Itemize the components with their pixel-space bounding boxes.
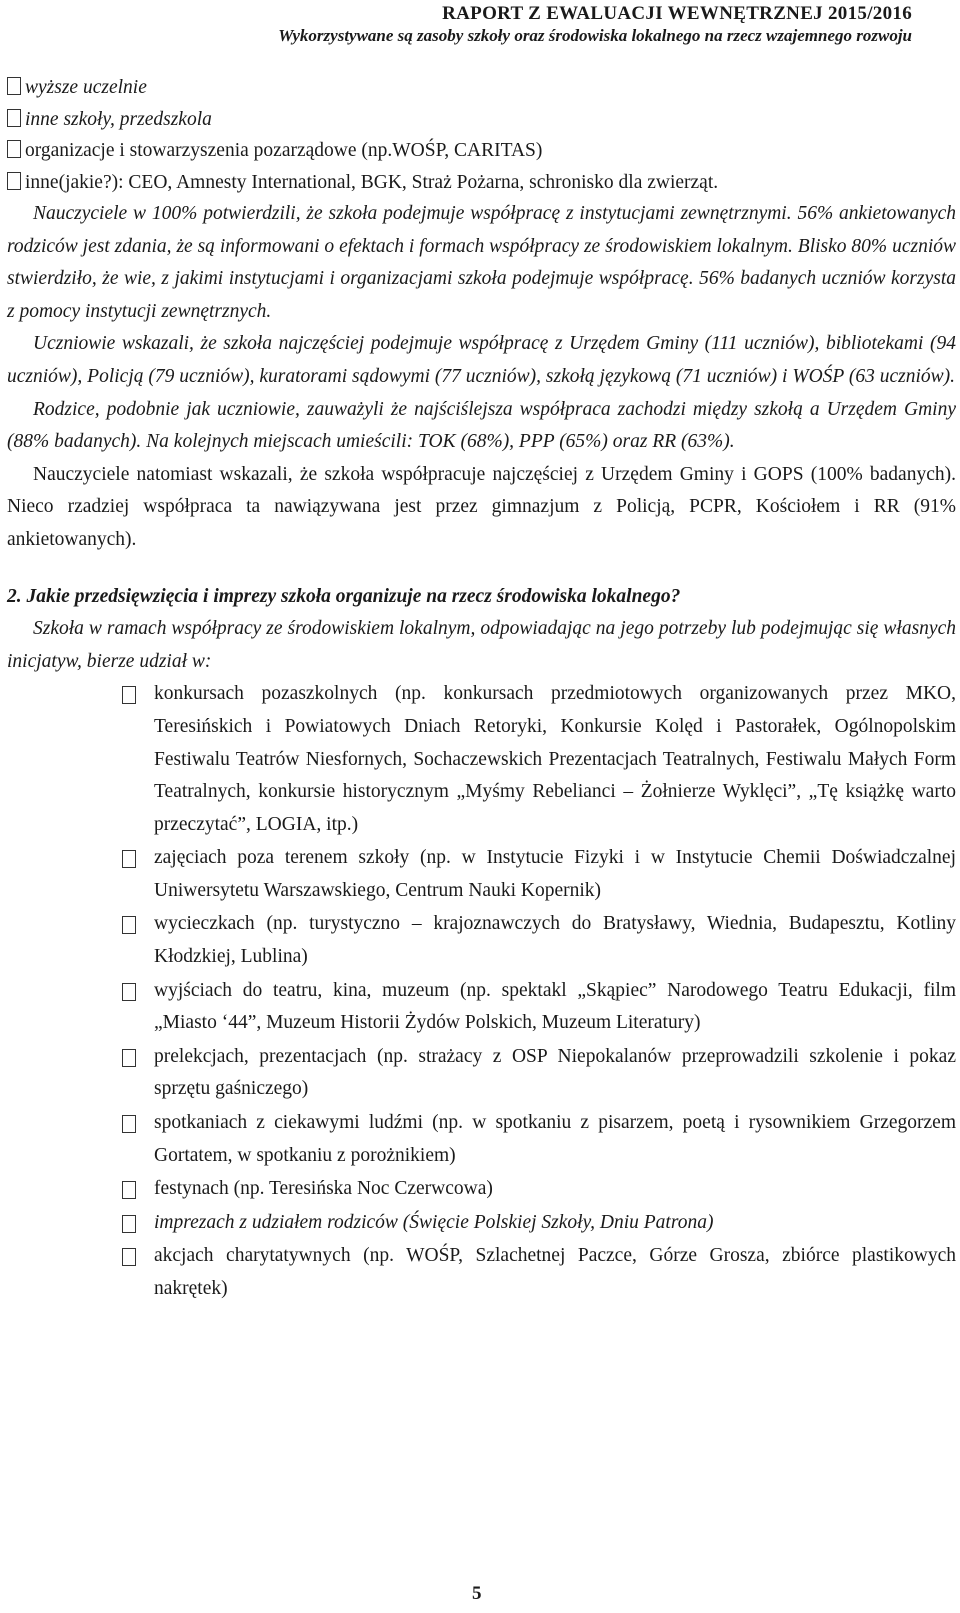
list-item: wycieczkach (np. turystyczno – krajoznawczych do Bratysławy, Wiednia, Budapesztu, Kotliny Kłodzkiej, Lublina) [7, 908, 956, 973]
list-item: spotkaniach z ciekawymi ludźmi (np. w spotkaniu z pisarzem, poetą i rysownikiem Grzegorzem Gortatem, w spotkaniu z porożnikiem) [7, 1107, 956, 1172]
checkbox-square-icon [122, 1248, 136, 1266]
checkbox-square-icon [122, 1215, 136, 1233]
paragraph: Nauczyciele natomiast wskazali, że szkoła współpracuje najczęściej z Urzędem Gminy i GOPS (100% badanych). Nieco rzadziej współpraca ta nawiązywana jest przez gimnazjum z Policją, PCPR, Kościołem i RR (91% ankietowanych). [7, 463, 956, 550]
section-question: 2. Jakie przedsięwzięcia i imprezy szkoła organizuje na rzecz środowiska lokalnego? [7, 585, 681, 607]
list-item: inne(jakie?): CEO, Amnesty International, BGK, Straż Pożarna, schronisko dla zwierząt. [7, 167, 956, 199]
checkbox-square-icon [122, 983, 136, 1001]
list-item: imprezach z udziałem rodziców (Święcie Polskiej Szkoły, Dniu Patrona) [7, 1207, 956, 1240]
list-item: organizacje i stowarzyszenia pozarządowe (np.WOŚP, CARITAS) [7, 135, 956, 167]
checkbox-square-icon [7, 140, 21, 158]
list-item: zajęciach poza terenem szkoły (np. w Instytucie Fizyki i w Instytucie Chemii Doświadczalnej Uniwersytetu Warszawskiego, Centrum Nauki Kopernik) [7, 842, 956, 907]
events-list [7, 678, 956, 1305]
checkbox-square-icon [122, 1049, 136, 1067]
paragraph: Uczniowie wskazali, że szkoła najczęściej podejmuje współpracę z Urzędem Gminy (111 uczniów), bibliotekami (94 uczniów), Policją (79 uczniów), kuratorami sądowymi (77 uczniów), szkołą językową (71 uczniów) i WOŚP (63 uczniów). [7, 333, 956, 387]
page-number: 5 [472, 1583, 482, 1604]
list-item: prelekcjach, prezentacjach (np. strażacy z OSP Niepokalanów przeprowadzili szkolenie i pokaz sprzętu gaśniczego) [7, 1041, 956, 1106]
paragraph: Nauczyciele w 100% potwierdzili, że szkoła podejmuje współpracę z instytucjami zewnętrznymi. 56% ankietowanych rodziców jest zdania, że są informowani o efektach i formach współpracy ze środowiskiem lokalnym. Blisko 80% uczniów stwierdziło, że wie, z jakimi instytucjami i organizacjami szkoła podejmuje współpracę. 56% badanych uczniów korzysta z pomocy instytucji zewnętrznych. [7, 203, 956, 322]
checkbox-square-icon [122, 850, 136, 868]
list-item: akcjach charytatywnych (np. WOŚP, Szlachetnej Paczce, Górze Grosza, zbiórce plastikowych nakrętek) [7, 1240, 956, 1305]
checkbox-square-icon [122, 916, 136, 934]
document-body [7, 72, 956, 1307]
checkbox-square-icon [122, 1115, 136, 1133]
list-item: wyższe uczelnie [7, 72, 956, 104]
institutions-list [7, 72, 956, 198]
list-item: festynach (np. Teresińska Noc Czerwcowa) [7, 1173, 956, 1206]
report-title: RAPORT Z EWALUACJI WEWNĘTRZNEJ 2015/2016 [442, 3, 912, 24]
checkbox-square-icon [7, 109, 21, 127]
section-intro: Szkoła w ramach współpracy ze środowiskiem lokalnym, odpowiadając na jego potrzeby lub podejmując się własnych inicjatyw, bierze udział w: [7, 618, 956, 672]
checkbox-square-icon [122, 1181, 136, 1199]
checkbox-square-icon [7, 77, 21, 95]
spacer [7, 557, 956, 581]
list-item: inne szkoły, przedszkola [7, 104, 956, 136]
checkbox-square-icon [122, 686, 136, 704]
list-item: konkursach pozaszkolnych (np. konkursach przedmiotowych organizowanych przez MKO, Teresińskich i Powiatowych Dniach Retoryki, Konkursie Kolęd i Pastorałek, Ogólnopolskim Festiwalu Teatrów Niesfornych, Sochaczewskich Prezentacjach Teatralnych, Festiwalu Małych Form Teatralnych, konkursie historycznym „Myśmy Rebelianci – Żołnierze Wyklęci”, „Tę książkę warto przeczytać”, LOGIA, itp.) [7, 678, 956, 841]
report-subtitle: Wykorzystywane są zasoby szkoły oraz środowiska lokalnego na rzecz wzajemnego rozwoju [278, 26, 912, 45]
paragraph: Rodzice, podobnie jak uczniowie, zauważyli że najściślejsza współpraca zachodzi między szkołą a Urzędem Gminy (88% badanych). Na kolejnych miejscach umieścili: TOK (68%), PPP (65%) oraz RR (63%). [7, 398, 956, 453]
checkbox-square-icon [7, 172, 21, 190]
list-item: wyjściach do teatru, kina, muzeum (np. spektakl „Skąpiec” Narodowego Teatru Edukacji, film „Miasto ‘44”, Muzeum Historii Żydów Polskich, Muzeum Literatury) [7, 975, 956, 1040]
page-header [278, 2, 912, 47]
